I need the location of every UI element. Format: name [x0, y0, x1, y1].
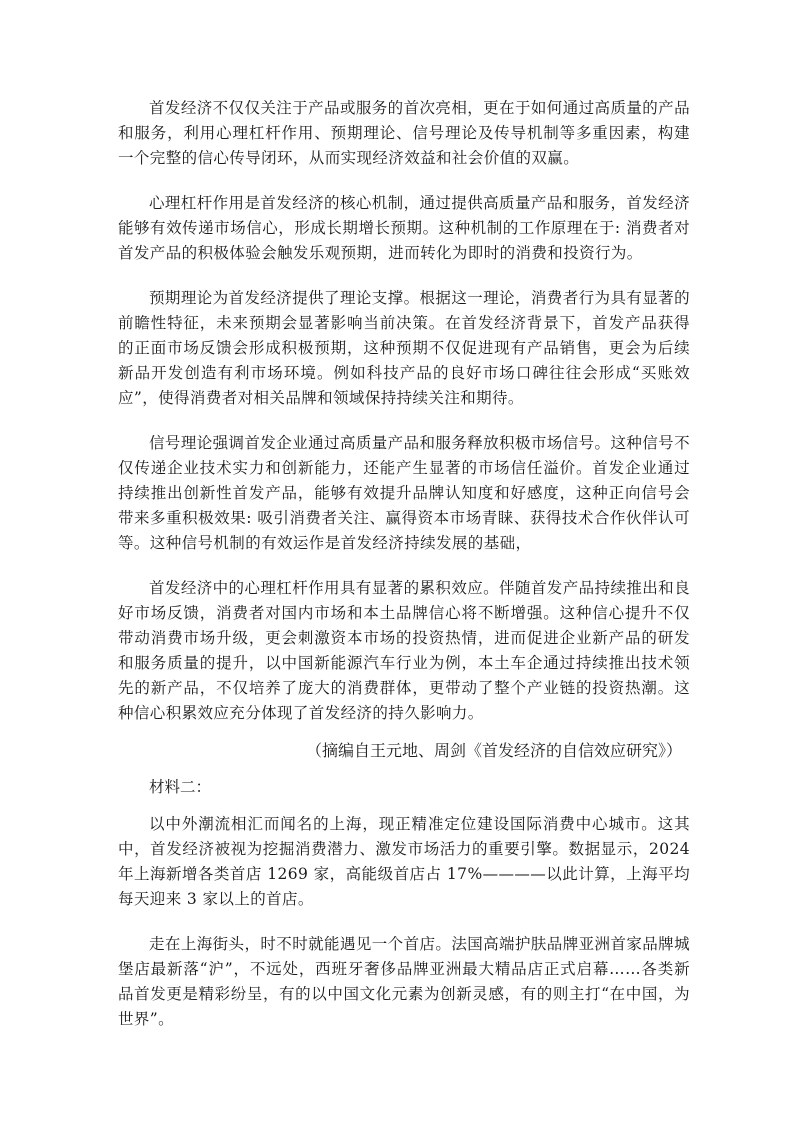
document-page: [118, 96, 690, 1032]
section-heading: 材料二：: [149, 778, 212, 796]
paragraph: 走在上海街头，时不时就能遇见一个首店。法国高端护肤品牌亚洲首家品牌城堡店最新落“沪”，不远处，西班牙奢侈品牌亚洲最大精品店正式启幕……各类新品首发更是精彩纷呈，有的以中国文化元素为创新灵感，有的则主打“在中国，为世界”。: [118, 935, 690, 1028]
paragraph: 信号理论强调首发企业通过高质量产品和服务释放积极市场信号。这种信号不仅传递企业技术实力和创新能力，还能产生显著的市场信任溢价。首发企业通过持续推出创新性首发产品，能够有效提升品牌认知度和好感度，这种正向信号会带来多重积极效果: 吸引消费者关注、赢得资本市场青睐、获得技术合作伙伴认可等。这种信号机制的有效运作是首发经济持续发展的基础，: [118, 434, 690, 552]
paragraph: 心理杠杆作用是首发经济的核心机制，通过提供高质量产品和服务，首发经济能够有效传递市场信心，形成长期增长预期。这种机制的工作原理在于: 消费者对首发产品的积极体验会触发乐观预期，进而转化为即时的消费和投资行为。: [118, 194, 690, 262]
paragraph: 预期理论为首发经济提供了理论支撑。根据这一理论，消费者行为具有显著的前瞻性特征，未来预期会显著影响当前决策。在首发经济背景下，首发产品获得的正面市场反馈会形成积极预期，这种预期不仅促进现有产品销售，更会为后续新品开发创造有利市场环境。例如科技产品的良好市场口碑往往会形成“买账效应”，使得消费者对相关品牌和领域保持持续关注和期待。: [118, 289, 690, 407]
paragraph: 首发经济不仅仅关注于产品或服务的首次亮相，更在于如何通过高质量的产品和服务，利用心理杠杆作用、预期理论、信号理论及传导机制等多重因素，构建一个完整的信心传导闭环，从而实现经济效益和社会价值的双赢。: [118, 99, 690, 167]
paragraph: 以中外潮流相汇而闻名的上海，现正精准定位建设国际消费中心城市。这其中，首发经济被视为挖掘消费潜力、激发市场活力的重要引擎。数据显示，2024年上海新增各类首店 1269 家，高能级首店占 17%————以此计算，上海平均每天迎来 3 家以上的首店。: [118, 815, 690, 908]
source-citation: （摘编自王元地、周剑《首发经济的自信效应研究》）: [305, 741, 682, 760]
paragraph: 首发经济中的心理杠杆作用具有显著的累积效应。伴随首发产品持续推出和良好市场反馈，消费者对国内市场和本土品牌信心将不断增强。这种信心提升不仅带动消费市场升级，更会刺激资本市场的投资热情，进而促进企业新产品的研发和服务质量的提升，以中国新能源汽车行业为例，本土车企通过持续推出技术领先的新产品，不仅培养了庞大的消费群体，更带动了整个产业链的投资热潮。这种信心积累效应充分体现了首发经济的持久影响力。: [118, 579, 690, 722]
